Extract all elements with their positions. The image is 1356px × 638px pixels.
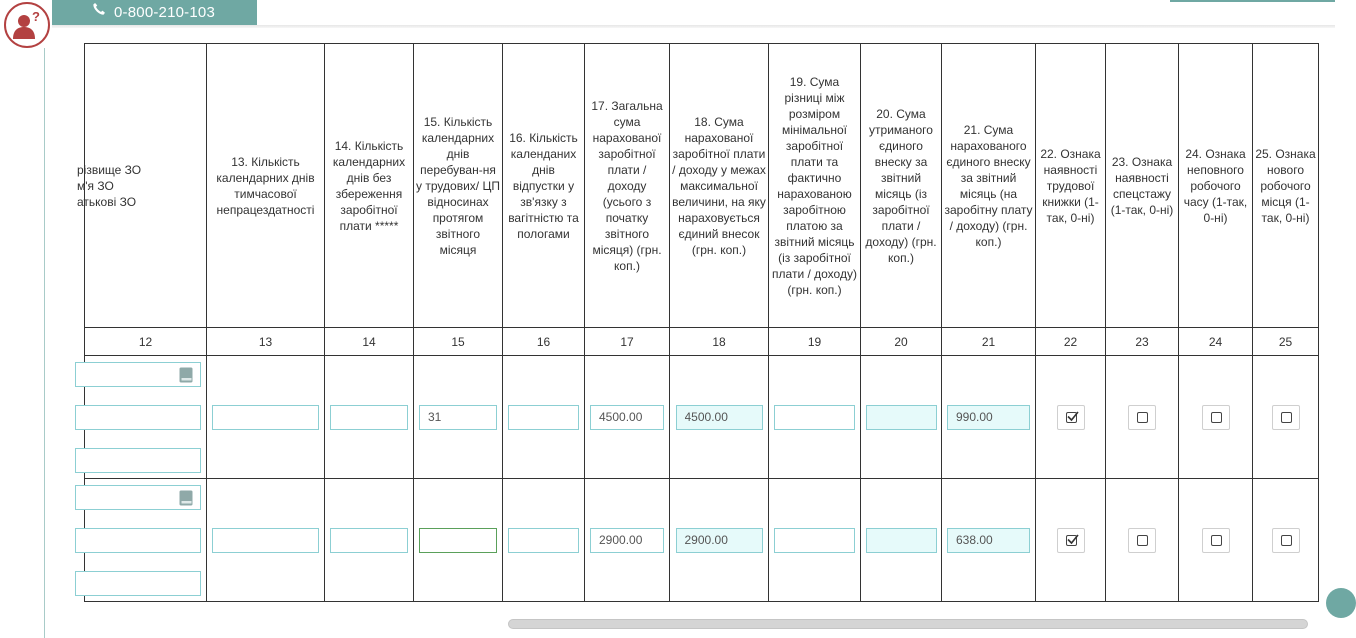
withheld-contribution-input[interactable] (866, 405, 937, 430)
col-number: 12 (85, 328, 207, 356)
col-number: 14 (325, 328, 414, 356)
col-number: 13 (207, 328, 325, 356)
scroll-to-top-button[interactable] (1326, 588, 1356, 618)
header-col-13: 13. Кількість календарних днів тимчасової непрацездатності (207, 44, 325, 328)
checkmark-icon (1067, 534, 1079, 545)
cell-15 (414, 356, 503, 479)
part-time-checkbox[interactable] (1202, 405, 1230, 430)
header-shadow (52, 25, 1335, 28)
phone-icon (92, 2, 106, 16)
header-col-15: 15. Кількість календарних днів перебуван-ня у трудових/ ЦП відносинах протягом звітного місяця (414, 44, 503, 328)
new-workplace-checkbox[interactable] (1272, 528, 1300, 553)
cell-13 (207, 356, 325, 479)
min-wage-diff-input[interactable] (774, 528, 855, 553)
header-col-12 (77, 44, 207, 328)
header-col-16: 16. Кількість календаних днів відпустки у зв'язку з вагітністю та пологами (503, 44, 585, 328)
capped-salary-input[interactable] (676, 528, 763, 553)
cell-21 (942, 356, 1036, 479)
cell-17 (585, 356, 670, 479)
top-accent-line (1170, 0, 1335, 2)
book-icon[interactable] (179, 490, 193, 506)
special-service-checkbox[interactable] (1128, 405, 1156, 430)
labor-book-checkbox[interactable] (1057, 528, 1085, 553)
header-col-12-line-3: атькові ЗО (77, 194, 137, 209)
header-col-18: 18. Сума нарахованої заробітної плати / доходу у межах максимальної величини, на яку нараховується єдиний внесок (грн. коп.) (670, 44, 769, 328)
cell-21 (942, 479, 1036, 602)
special-service-checkbox[interactable] (1128, 528, 1156, 553)
part-time-checkbox[interactable] (1202, 528, 1230, 553)
header-row (85, 44, 1319, 328)
cell-14 (325, 356, 414, 479)
maternity-days-input[interactable] (508, 405, 579, 430)
cell-16 (503, 356, 585, 479)
header-col-20: 20. Сума утриманого єдиного внеску за звітний місяць (із заробітної плати / доходу) (грн. коп.) (861, 44, 942, 328)
header-col-25: 25. Ознака нового робочого місця (1-так, 0-ні) (1253, 44, 1319, 328)
name-cell (85, 479, 207, 602)
new-workplace-checkbox[interactable] (1272, 405, 1300, 430)
cell-14 (325, 479, 414, 602)
cell-24 (1179, 479, 1253, 602)
phone-number[interactable]: 0-800-210-103 (114, 4, 216, 21)
header-col-21: 21. Сума нарахованого єдиного внеску за звітний місяць (на заробітну плату / доходу) (грн. коп.) (942, 44, 1036, 328)
checkbox-box (1281, 535, 1292, 546)
name-cell (85, 356, 207, 479)
column-number-row (85, 328, 1319, 356)
cell-23 (1106, 479, 1179, 602)
employment-days-input[interactable] (419, 528, 497, 553)
withheld-contribution-input[interactable] (866, 528, 937, 553)
col-number: 22 (1036, 328, 1106, 356)
contact-bar (52, 0, 257, 25)
cell-25 (1253, 356, 1319, 479)
cell-20 (861, 479, 942, 602)
checkbox-box (1211, 412, 1222, 423)
total-salary-input[interactable] (590, 405, 664, 430)
total-salary-input[interactable] (590, 528, 664, 553)
user-question-icon (11, 9, 43, 41)
header-col-22: 22. Ознака наявності трудової книжки (1-так, 0-ні) (1036, 44, 1106, 328)
cell-22 (1036, 356, 1106, 479)
cell-17 (585, 479, 670, 602)
unpaid-days-input[interactable] (330, 405, 408, 430)
capped-salary-input[interactable] (676, 405, 763, 430)
table-row (85, 356, 1319, 479)
report-grid (77, 43, 1319, 602)
patronymic-field[interactable] (75, 571, 201, 596)
cell-15 (414, 479, 503, 602)
labor-book-checkbox[interactable] (1057, 405, 1085, 430)
svg-text:?: ? (32, 9, 40, 24)
col-number: 18 (670, 328, 769, 356)
employment-days-input[interactable] (419, 405, 497, 430)
surname-field[interactable] (75, 485, 201, 510)
col-number: 23 (1106, 328, 1179, 356)
cell-19 (769, 356, 861, 479)
header-col-19: 19. Сума різниці між розміром мінімальної заробітної плати та фактично нарахованою заробітною платою за звітний місяць (із заробітної плати / доходу) (грн. коп.) (769, 44, 861, 328)
cell-19 (769, 479, 861, 602)
book-icon[interactable] (179, 367, 193, 383)
maternity-days-input[interactable] (508, 528, 579, 553)
horizontal-scrollbar[interactable] (508, 619, 1308, 629)
header-col-23: 23. Ознака наявності спецстажу (1-так, 0-ні) (1106, 44, 1179, 328)
patronymic-field[interactable] (75, 448, 201, 473)
surname-field[interactable] (75, 362, 201, 387)
col-number: 25 (1253, 328, 1319, 356)
col-number: 19 (769, 328, 861, 356)
cell-16 (503, 479, 585, 602)
unpaid-days-input[interactable] (330, 528, 408, 553)
col-number: 21 (942, 328, 1036, 356)
cell-18 (670, 479, 769, 602)
cell-23 (1106, 356, 1179, 479)
first-name-field[interactable] (75, 405, 201, 430)
col-number: 16 (503, 328, 585, 356)
report-grid-viewport (77, 43, 1318, 601)
left-divider (44, 48, 45, 638)
cell-18 (670, 356, 769, 479)
cell-25 (1253, 479, 1319, 602)
col-number: 17 (585, 328, 670, 356)
col-number: 20 (861, 328, 942, 356)
header-col-12-line-2: м'я ЗО (77, 178, 114, 193)
first-name-field[interactable] (75, 528, 201, 553)
col-number: 24 (1179, 328, 1253, 356)
cell-13 (207, 479, 325, 602)
sick-days-input[interactable] (212, 528, 319, 553)
header-col-12-line-1: різвище ЗО (77, 162, 142, 177)
min-wage-diff-input[interactable] (774, 405, 855, 430)
cell-22 (1036, 479, 1106, 602)
checkmark-icon (1067, 411, 1079, 422)
checkbox-box (1137, 412, 1148, 423)
help-button[interactable] (4, 2, 50, 48)
sick-days-input[interactable] (212, 405, 319, 430)
cell-20 (861, 356, 942, 479)
header-col-17: 17. Загальна сума нарахованої заробітної плати / доходу (усього з початку звітного місяця) (грн. коп.) (585, 44, 670, 328)
checkbox-box (1137, 535, 1148, 546)
accrued-contribution-input[interactable] (947, 528, 1030, 553)
header-col-14: 14. Кількість календарних днів без збереження заробітної плати ***** (325, 44, 414, 328)
header-col-24: 24. Ознака неповного робочого часу (1-так, 0-ні) (1179, 44, 1253, 328)
table-row (85, 479, 1319, 602)
accrued-contribution-input[interactable] (947, 405, 1030, 430)
cell-24 (1179, 356, 1253, 479)
checkbox-box (1211, 535, 1222, 546)
col-number: 15 (414, 328, 503, 356)
checkbox-box (1281, 412, 1292, 423)
